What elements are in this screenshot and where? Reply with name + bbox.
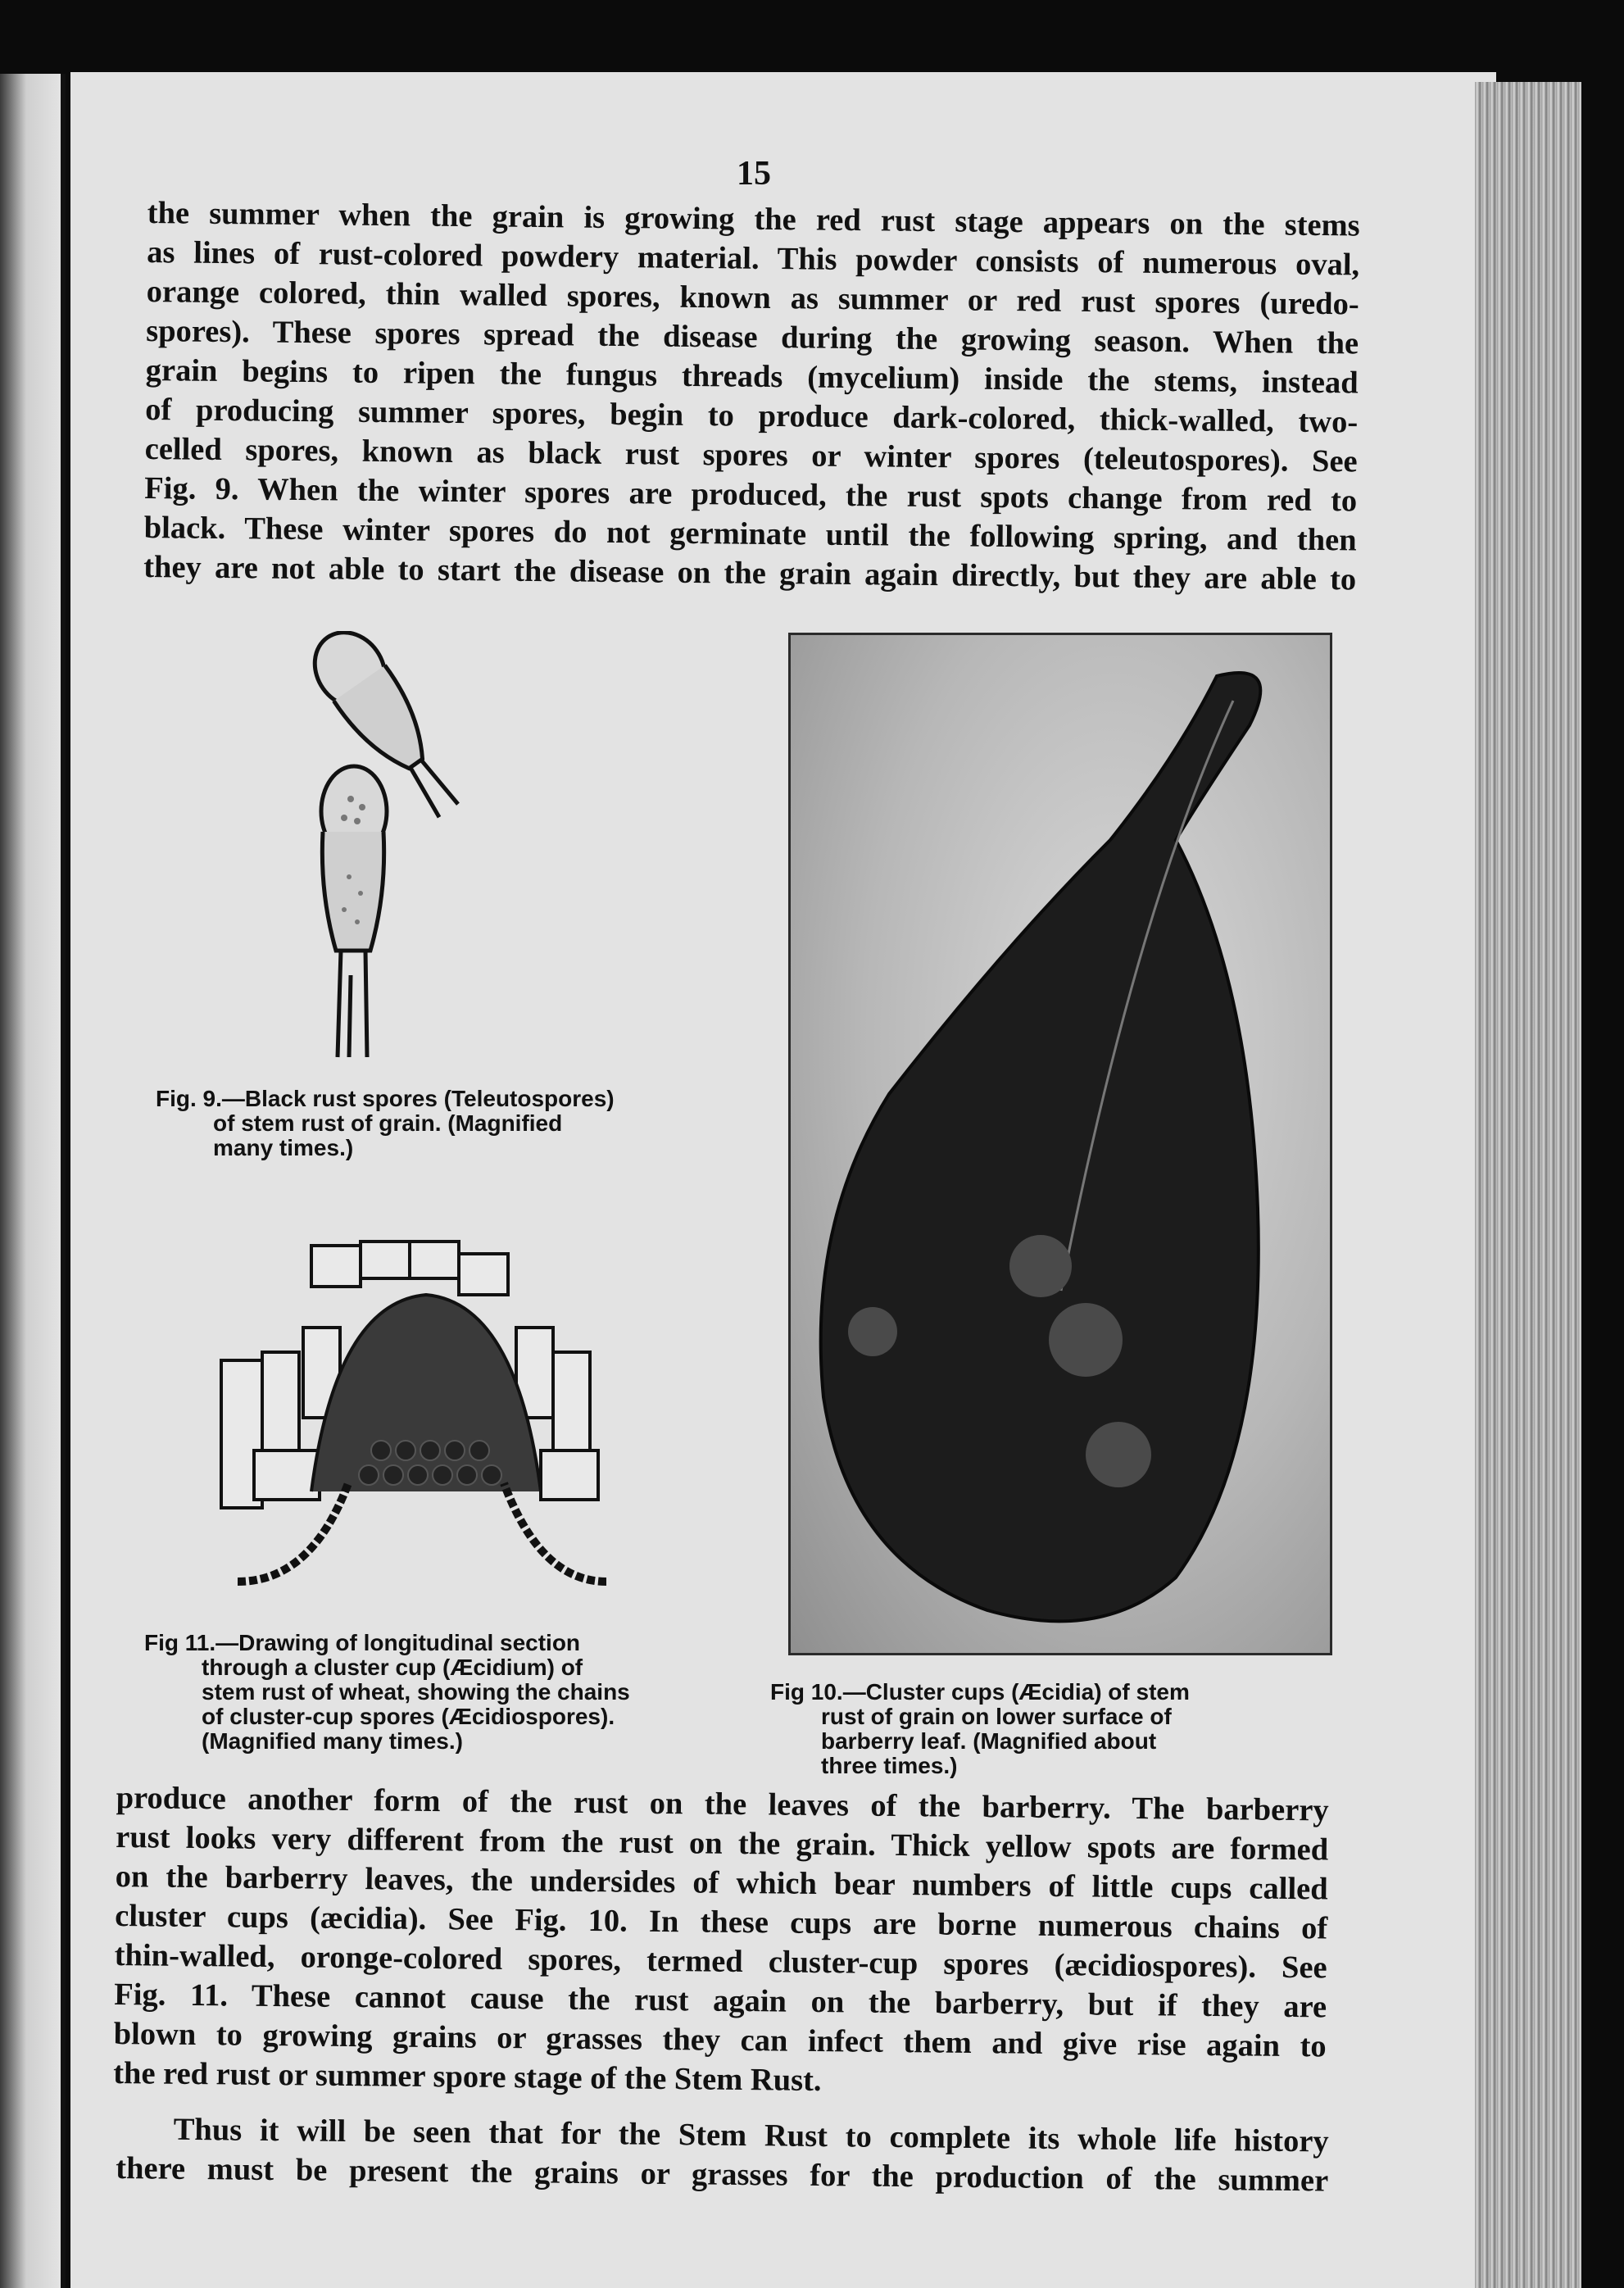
page-number: 15 (737, 155, 771, 193)
caption-line: of cluster-cup spores (Æcidiospores). (202, 1704, 615, 1729)
fig9-teleutospores-illustration (295, 631, 574, 1074)
caption-line: many times.) (213, 1135, 354, 1160)
caption-line: Fig 11.—Drawing of longitudinal section (144, 1630, 581, 1655)
text-line: cluster cups (æcidia). See Fig. 10. In these cups are borne numerous chains of (115, 1898, 1328, 1946)
text-line: the red rust or summer spore stage of the Stem Rust. (113, 2055, 822, 2099)
fig10-barberry-leaf-photo (788, 633, 1332, 1655)
text-line: of producing summer spores, begin to produce dark-colored, thick-walled, two- (145, 392, 1359, 440)
text-line: Thus it will be seen that for the Stem Rust to complete its whole life history (173, 2112, 1329, 2159)
page-stack-edge (1475, 82, 1581, 2288)
text-line: as lines of rust-colored powdery material. This powder consists of numerous oval, (147, 234, 1360, 283)
text-line: black. These winter spores do not germinate until the following spring, and then (143, 510, 1357, 558)
caption-line: of stem rust of grain. (Magnified (213, 1110, 563, 1136)
text-line: orange colored, thin walled spores, known as summer or red rust spores (uredo- (146, 274, 1359, 322)
fig9-caption (156, 1087, 746, 1160)
text-line: celled spores, known as black rust spores or winter spores (teleutospores). See (144, 431, 1358, 479)
bottom-paragraph (113, 1778, 1329, 2105)
caption-line: three times.) (821, 1753, 958, 1778)
fig11-caption (144, 1631, 734, 1754)
text-line: grain begins to ripen the fungus threads (mycelium) inside the stems, instead (145, 352, 1359, 401)
caption-line: (Magnified many times.) (202, 1728, 463, 1754)
text-line: Fig. 11. These cannot cause the rust again on the barberry, but if they are (114, 1977, 1327, 2025)
left-page-edge (0, 74, 66, 2288)
caption-line: barberry leaf. (Magnified about (821, 1728, 1157, 1754)
final-paragraph (116, 2109, 1329, 2200)
caption-line: stem rust of wheat, showing the chains (202, 1679, 630, 1705)
text-line: blown to growing grains or grasses they can infect them and give rise again to (113, 2016, 1327, 2064)
fig10-caption (770, 1680, 1327, 1778)
text-line: produce another form of the rust on the leaves of the barberry. The barberry (116, 1780, 1329, 1828)
text-line: there must be present the grains or grasses for the production of the summer (116, 2150, 1329, 2199)
text-line: they are not able to start the disease on the grain again directly, but they are able to (143, 549, 1357, 597)
text-line: thin-walled, oronge-colored spores, termed cluster-cup spores (æcidiospores). See (114, 1937, 1327, 1986)
caption-line: Fig 10.—Cluster cups (Æcidia) of stem (770, 1679, 1190, 1705)
text-line: on the barberry leaves, the undersides of which bear numbers of little cups called (115, 1859, 1328, 1907)
text-line: the summer when the grain is growing the red rust stage appears on the stems (147, 195, 1360, 243)
caption-line: Fig. 9.—Black rust spores (Teleutospores) (156, 1086, 615, 1111)
caption-line: rust of grain on lower surface of (821, 1704, 1172, 1729)
fig11-cluster-cup-illustration (205, 1229, 647, 1614)
text-line: spores). These spores spread the disease during the growing season. When the (146, 313, 1359, 361)
caption-line: through a cluster cup (Æcidium) of (202, 1655, 583, 1680)
text-line: Fig. 9. When the winter spores are produced, the rust spots change from red to (144, 470, 1358, 519)
text-line: rust looks very different from the rust on the grain. Thick yellow spots are formed (116, 1819, 1329, 1868)
top-paragraph (143, 193, 1360, 599)
